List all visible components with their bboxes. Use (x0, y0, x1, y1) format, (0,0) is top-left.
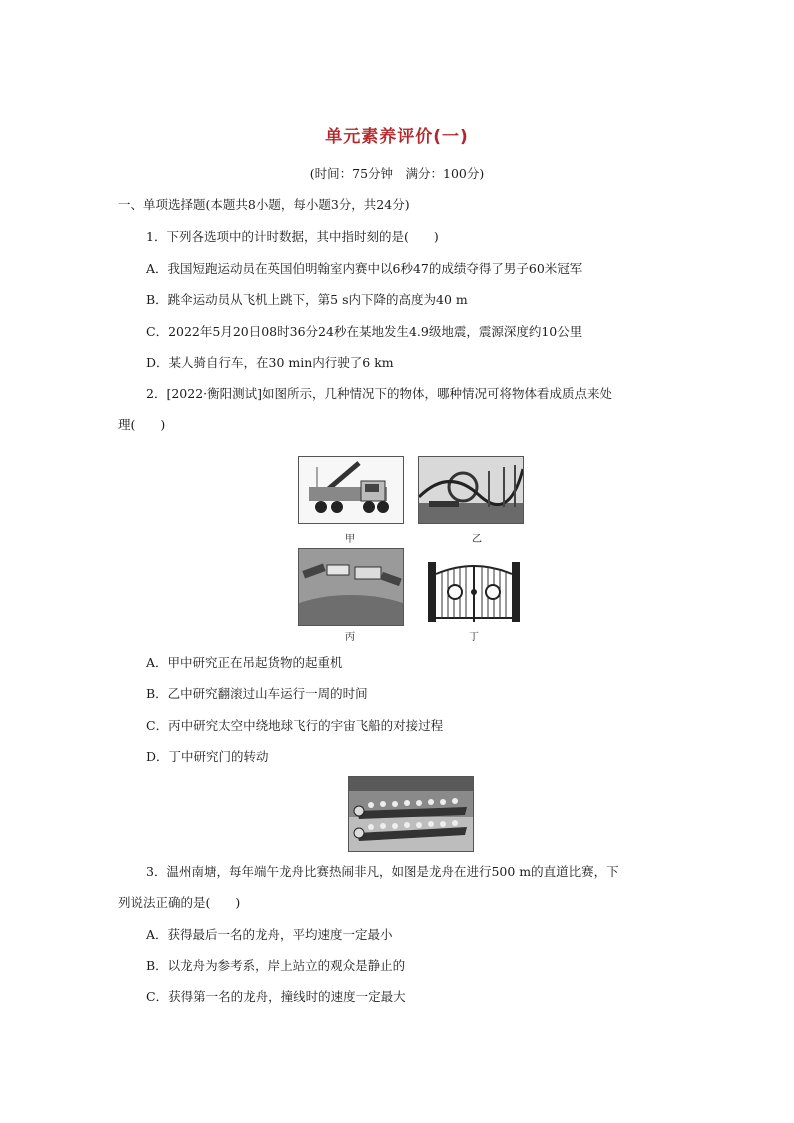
q2-option-d: D．丁中研究门的转动 (146, 749, 269, 764)
q1-option-b: B．跳伞运动员从飞机上跳下，第5 s内下降的高度为40 m (146, 292, 468, 307)
page-title: 单元素养评价(一) (325, 127, 469, 147)
caption-yi: 乙 (472, 534, 482, 545)
q1-option-c: C．2022年5月20日08时36分24秒在某地发生4.9级地震，震源深度约10公里 (146, 324, 583, 339)
caption-ding: 丁 (469, 632, 479, 643)
crane-truck-image (298, 456, 404, 524)
q1-option-a: A．我国短跑运动员在英国伯明翰室内赛中以6秒47的成绩夺得了男子60米冠军 (146, 261, 583, 276)
q2-stem-line1: 2．[2022·衡阳测试]如图所示，几种情况下的物体，哪种情况可将物体看成质点来处 (146, 386, 612, 401)
spacecraft-docking-image (298, 548, 404, 626)
caption-bing: 丙 (345, 632, 355, 643)
q2-option-a: A．甲中研究正在吊起货物的起重机 (146, 655, 343, 670)
q2-option-b: B．乙中研究翻滚过山车运行一周的时间 (146, 686, 368, 701)
gate-image (426, 556, 522, 622)
section-heading: 一、单项选择题(本题共8小题，每小题3分，共24分) (118, 197, 410, 212)
q1-stem: 1．下列各选项中的计时数据，其中指时刻的是( ) (146, 229, 439, 244)
caption-jia: 甲 (345, 534, 355, 545)
q2-option-c: C．丙中研究太空中绕地球飞行的宇宙飞船的对接过程 (146, 718, 444, 733)
q1-option-d: D．某人骑自行车，在30 min内行驶了6 km (146, 355, 394, 370)
exam-info: (时间：75分钟 满分：100分) (309, 166, 485, 181)
q3-option-b: B．以龙舟为参考系，岸上站立的观众是静止的 (146, 958, 406, 973)
q3-stem-line1: 3．温州南塘，每年端午龙舟比赛热闹非凡，如图是龙舟在进行500 m的直道比赛，下 (146, 864, 619, 879)
q3-stem-line2: 列说法正确的是( ) (118, 895, 241, 910)
q3-option-c: C．获得第一名的龙舟，撞线时的速度一定最大 (146, 989, 406, 1004)
q2-stem-line2: 理( ) (118, 417, 166, 432)
dragon-boat-image (348, 776, 474, 852)
roller-coaster-image (418, 456, 524, 524)
q3-option-a: A．获得最后一名的龙舟，平均速度一定最小 (146, 927, 393, 942)
